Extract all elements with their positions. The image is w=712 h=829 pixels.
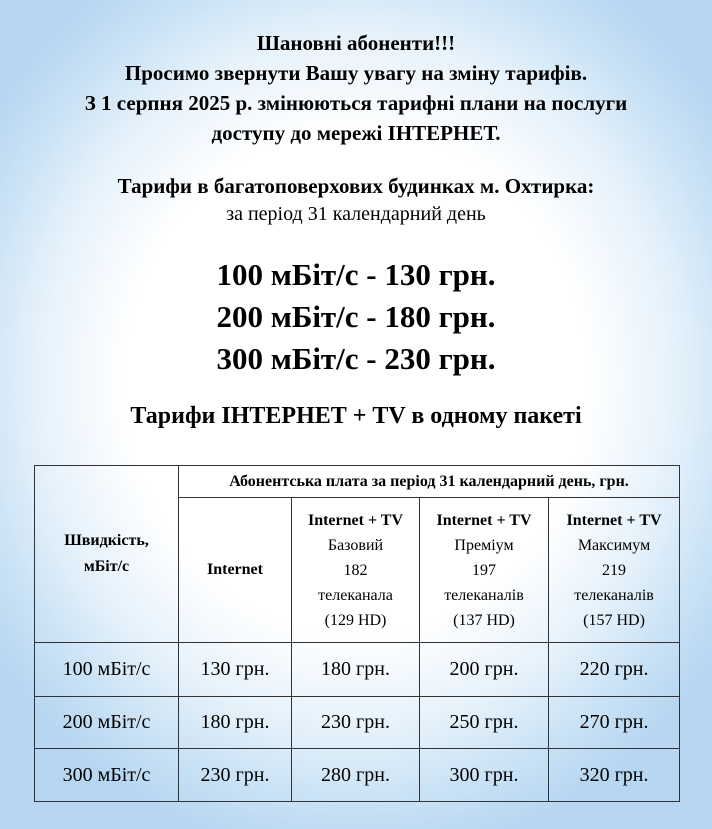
price-cell: 180 грн. [179, 697, 292, 749]
speed-header-line2: мБіт/с [83, 558, 130, 575]
price-cell: 220 грн. [549, 643, 680, 697]
fee-header: Абонентська плата за період 31 календарний день, грн. [179, 466, 680, 498]
column-premium-hd: (137 HD) [453, 611, 515, 629]
price-cell: 280 грн. [292, 749, 420, 802]
column-maximum-title: Internet + TV [566, 511, 662, 529]
price-cell: 270 грн. [549, 697, 680, 749]
column-header-premium [420, 498, 549, 643]
column-premium-plan: Преміум [454, 536, 514, 554]
column-header-basic [292, 498, 420, 643]
price-cell: 300 грн. [420, 749, 549, 802]
tariffs-period: за період 31 календарний день [226, 203, 486, 225]
price-cell: 130 грн. [179, 643, 292, 697]
column-maximum-channels: телеканалів [574, 586, 654, 604]
table-row [35, 643, 680, 697]
notice-service: доступу до мережі ІНТЕРНЕТ. [211, 121, 501, 145]
notice-request: Просимо звернути Вашу увагу на зміну тарифів. [124, 61, 588, 85]
price-cell: 180 грн. [292, 643, 420, 697]
tariff-price-300: 300 мБіт/с - 230 грн. [216, 341, 496, 376]
table-row [35, 749, 680, 802]
table-row [35, 697, 680, 749]
bundle-heading: Тарифи ІНТЕРНЕТ + TV в одному пакеті [130, 403, 582, 429]
column-basic-count: 182 [343, 561, 368, 579]
row-speed: 300 мБіт/с [35, 749, 179, 802]
column-basic-plan: Базовий [327, 536, 384, 554]
price-cell: 320 грн. [549, 749, 680, 802]
price-cell: 250 грн. [420, 697, 549, 749]
notice-block [0, 28, 712, 148]
column-header-internet [179, 498, 292, 643]
price-cell: 230 грн. [292, 697, 420, 749]
row-speed: 100 мБіт/с [35, 643, 179, 697]
tariff-price-100: 100 мБіт/с - 130 грн. [216, 257, 496, 292]
price-cell: 230 грн. [179, 749, 292, 802]
tariff-price-200: 200 мБіт/с - 180 грн. [216, 299, 496, 334]
row-speed: 200 мБіт/с [35, 697, 179, 749]
speed-header [35, 466, 179, 643]
speed-header-line1: Швидкість, [64, 532, 149, 549]
tariffs-heading: Тарифи в багатоповерхових будинках м. Охтирка: [117, 174, 595, 198]
column-basic-title: Internet + TV [307, 511, 404, 529]
column-premium-count: 197 [472, 561, 496, 579]
column-maximum-count: 219 [602, 561, 627, 579]
column-premium-channels: телеканалів [444, 586, 524, 604]
column-maximum-hd: (157 HD) [583, 611, 645, 629]
notice-greeting: Шановні абоненти!!! [256, 31, 456, 55]
column-header-maximum [549, 498, 680, 643]
notice-change-date: З 1 серпня 2025 р. змінюються тарифні плани на послуги [84, 91, 628, 115]
column-maximum-plan: Максимум [577, 536, 651, 554]
column-internet-title: Internet [207, 561, 263, 578]
column-basic-hd: (129 HD) [324, 611, 387, 629]
column-premium-title: Internet + TV [436, 511, 532, 529]
price-cell: 200 грн. [420, 643, 549, 697]
tariff-price-list [0, 254, 712, 380]
column-basic-channels: телеканала [318, 586, 393, 604]
bundle-rates-table [34, 465, 680, 802]
